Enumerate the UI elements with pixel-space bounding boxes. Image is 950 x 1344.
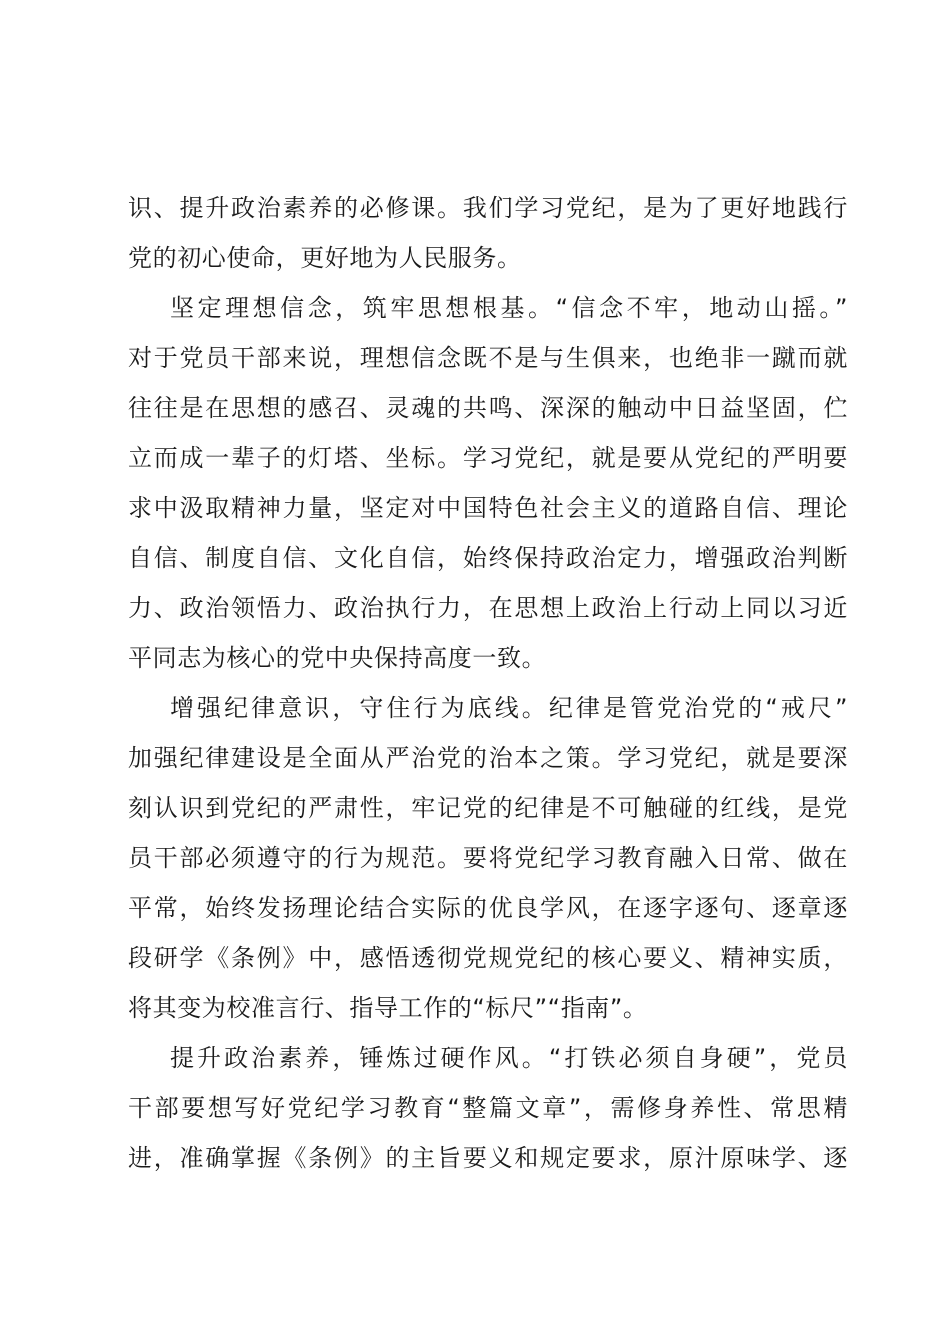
text-line: 自信、制度自信、文化自信，始终保持政治定力，增强政治判断	[128, 544, 848, 572]
text-line: 干部要想写好党纪学习教育“整篇文章”，需修身养性、常思精	[128, 1094, 848, 1122]
text-line: 立而成一辈子的灯塔、坐标。学习党纪，就是要从党纪的严明要	[128, 444, 848, 472]
text-line: 坚定理想信念，筑牢思想根基。“信念不牢，地动山摇。”	[170, 294, 848, 322]
text-line: 往往是在思想的感召、灵魂的共鸣、深深的触动中日益坚固，伫	[128, 394, 848, 422]
text-line: 刻认识到党纪的严肃性，牢记党的纪律是不可触碰的红线，是党	[128, 794, 848, 822]
text-line: 增强纪律意识，守住行为底线。纪律是管党治党的“戒尺”	[170, 694, 848, 722]
text-line: 党的初心使命，更好地为人民服务。	[128, 244, 522, 272]
text-line: 识、提升政治素养的必修课。我们学习党纪，是为了更好地践行	[128, 194, 848, 222]
text-line: 力、政治领悟力、政治执行力，在思想上政治上行动上同以习近	[128, 594, 848, 622]
text-line: 平常，始终发扬理论结合实际的优良学风，在逐字逐句、逐章逐	[128, 894, 848, 922]
text-line: 段研学《条例》中，感悟透彻党规党纪的核心要义、精神实质，	[128, 944, 848, 972]
text-line: 进，准确掌握《条例》的主旨要义和规定要求，原汁原味学、逐	[128, 1144, 848, 1172]
text-line: 求中汲取精神力量，坚定对中国特色社会主义的道路自信、理论	[128, 494, 848, 522]
text-line: 提升政治素养，锤炼过硬作风。“打铁必须自身硬”，党员	[170, 1044, 848, 1072]
text-line: 将其变为校准言行、指导工作的“标尺”“指南”。	[128, 994, 648, 1022]
text-line: 平同志为核心的党中央保持高度一致。	[128, 644, 547, 672]
text-line: 加强纪律建设是全面从严治党的治本之策。学习党纪，就是要深	[128, 744, 848, 772]
document-body	[128, 183, 848, 1183]
text-line: 员干部必须遵守的行为规范。要将党纪学习教育融入日常、做在	[128, 844, 848, 872]
text-line: 对于党员干部来说，理想信念既不是与生俱来，也绝非一蹴而就	[128, 344, 848, 372]
